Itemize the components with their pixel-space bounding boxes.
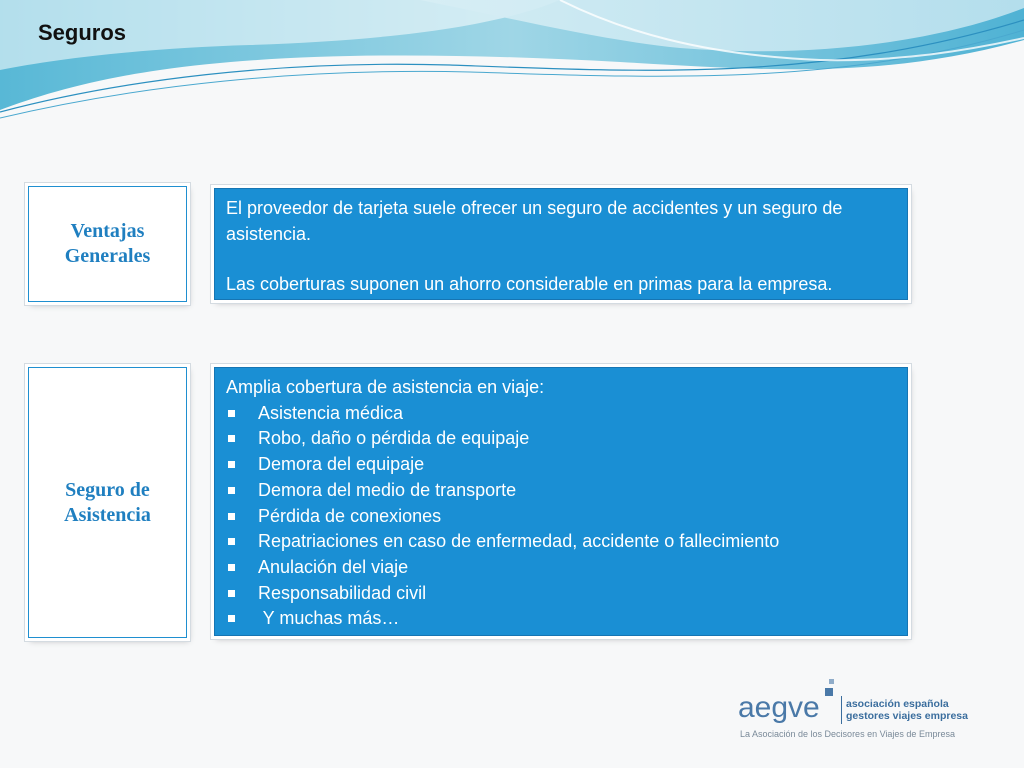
list-item: Repatriaciones en caso de enfermedad, accidente o fallecimiento	[226, 529, 895, 555]
content-ventajas-generales	[214, 188, 908, 300]
label-text: Seguro de Asistencia	[64, 478, 151, 526]
list-item: Pérdida de conexiones	[226, 504, 895, 530]
paragraph: El proveedor de tarjeta suele ofrecer un seguro de accidentes y un seguro de asistencia.	[226, 198, 843, 244]
header-wave-decoration	[0, 0, 1024, 130]
slide-title: Seguros	[38, 20, 127, 45]
label-ventajas-generales	[28, 186, 187, 302]
list-item: Demora del equipaje	[226, 452, 895, 478]
logo-square-icon	[825, 688, 833, 696]
logo-line-1: asociación española	[846, 698, 949, 710]
aegve-logo	[738, 674, 972, 744]
logo-square-icon	[829, 679, 834, 684]
list-item: Asistencia médica	[226, 401, 895, 427]
coverage-list	[226, 401, 895, 632]
list-item: Demora del medio de transporte	[226, 478, 895, 504]
logo-tagline: La Asociación de los Decisores en Viajes de Empresa	[740, 729, 955, 739]
list-item: Responsabilidad civil	[226, 581, 895, 607]
list-item: Anulación del viaje	[226, 555, 895, 581]
intro-text: Amplia cobertura de asistencia en viaje:	[226, 377, 545, 397]
label-seguro-de-asistencia	[28, 367, 187, 638]
content-seguro-de-asistencia	[214, 367, 908, 636]
label-text: Ventajas Generales	[64, 220, 151, 267]
logo-wordmark: aegve	[738, 691, 820, 724]
list-item: Y muchas más…	[226, 606, 895, 632]
logo-separator	[841, 696, 842, 724]
paragraph: Las coberturas suponen un ahorro considerable en primas para la empresa.	[226, 274, 833, 295]
list-item: Robo, daño o pérdida de equipaje	[226, 426, 895, 452]
logo-line-2: gestores viajes empresa	[846, 710, 968, 722]
